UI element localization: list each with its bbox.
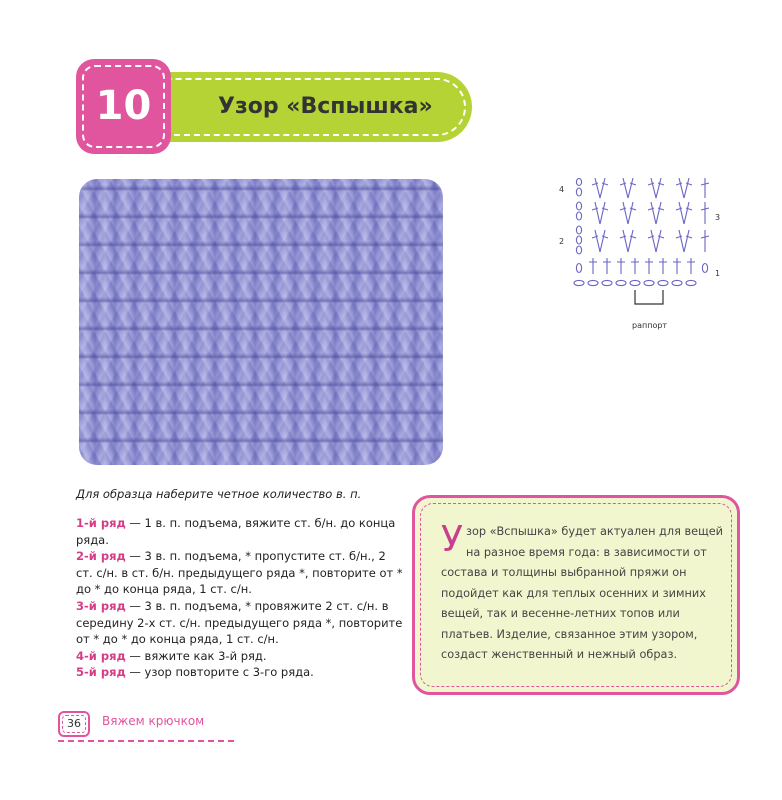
row-label: 1-й ряд — [76, 516, 126, 530]
row-2 — [76, 548, 406, 598]
row-label: 2-й ряд — [76, 549, 126, 564]
pattern-number-badge — [76, 59, 171, 154]
page-number: 36 — [67, 717, 81, 730]
note-box — [412, 495, 740, 695]
row-2-stitches — [576, 226, 709, 254]
row-label: 4-й ряд — [76, 648, 126, 663]
pattern-title: Узор «Вспышка» — [218, 94, 433, 119]
row-text: — 3 в. п. подъема, * пропустите ст. б/н., 2 ст. с/н. в ст. б/н. предыдущего ряда *, повторите от * до * до конца ряда, 1 ст. с/н. — [76, 549, 403, 597]
row-5 — [76, 664, 406, 681]
instructions-intro: Для образца наберите четное количество в. п. — [76, 487, 362, 501]
row-3-stitches — [576, 202, 709, 224]
page-number-badge — [58, 711, 90, 737]
row-instructions — [76, 515, 406, 681]
row-number-4: 4 — [559, 185, 565, 194]
crochet-chart — [555, 178, 725, 338]
row-number-3: 3 — [715, 213, 721, 222]
row-number-2: 2 — [559, 237, 565, 246]
note-text — [441, 519, 731, 666]
section-label: Вяжем крючком — [102, 714, 205, 728]
row-label: 3-й ряд — [76, 598, 126, 613]
row-text: — 1 в. п. подъема, вяжите ст. б/н. до конца ряда. — [76, 516, 396, 547]
repeat-label: раппорт — [632, 321, 668, 330]
note-body: зор «Вспышка» будет актуален для вещей на разное время года: в зависимости от состава и толщины выбранной пряжи он подойдет как для теплых осенних и зимних вещей, так и весенне-летних топов или платьев. Изделие, связанное этим узором, создаст женственный и нежный образ. — [441, 525, 724, 661]
note-dropcap: У — [441, 519, 463, 560]
row-number-1: 1 — [715, 269, 721, 278]
knitted-swatch-photo — [79, 179, 443, 465]
row-4 — [76, 648, 406, 665]
row-3 — [76, 598, 406, 648]
pattern-number: 10 — [95, 83, 152, 129]
foundation-chain — [574, 280, 696, 285]
row-4-stitches — [576, 178, 709, 198]
row-text: — узор повторите с 3-го ряда. — [125, 665, 314, 680]
row-1 — [76, 515, 406, 548]
row-1-stitches — [576, 258, 707, 274]
row-label: 5-й ряд — [76, 665, 126, 680]
footer-divider — [58, 740, 234, 742]
row-text: — 3 в. п. подъема, * провяжите 2 ст. с/н. в середину 2-х ст. с/н. предыдущего ряда *, повторите от * до * до конца ряда, 1 ст. с/н. — [76, 598, 403, 647]
repeat-bracket — [635, 290, 663, 304]
row-text: — вяжите как 3-й ряд. — [125, 648, 267, 663]
